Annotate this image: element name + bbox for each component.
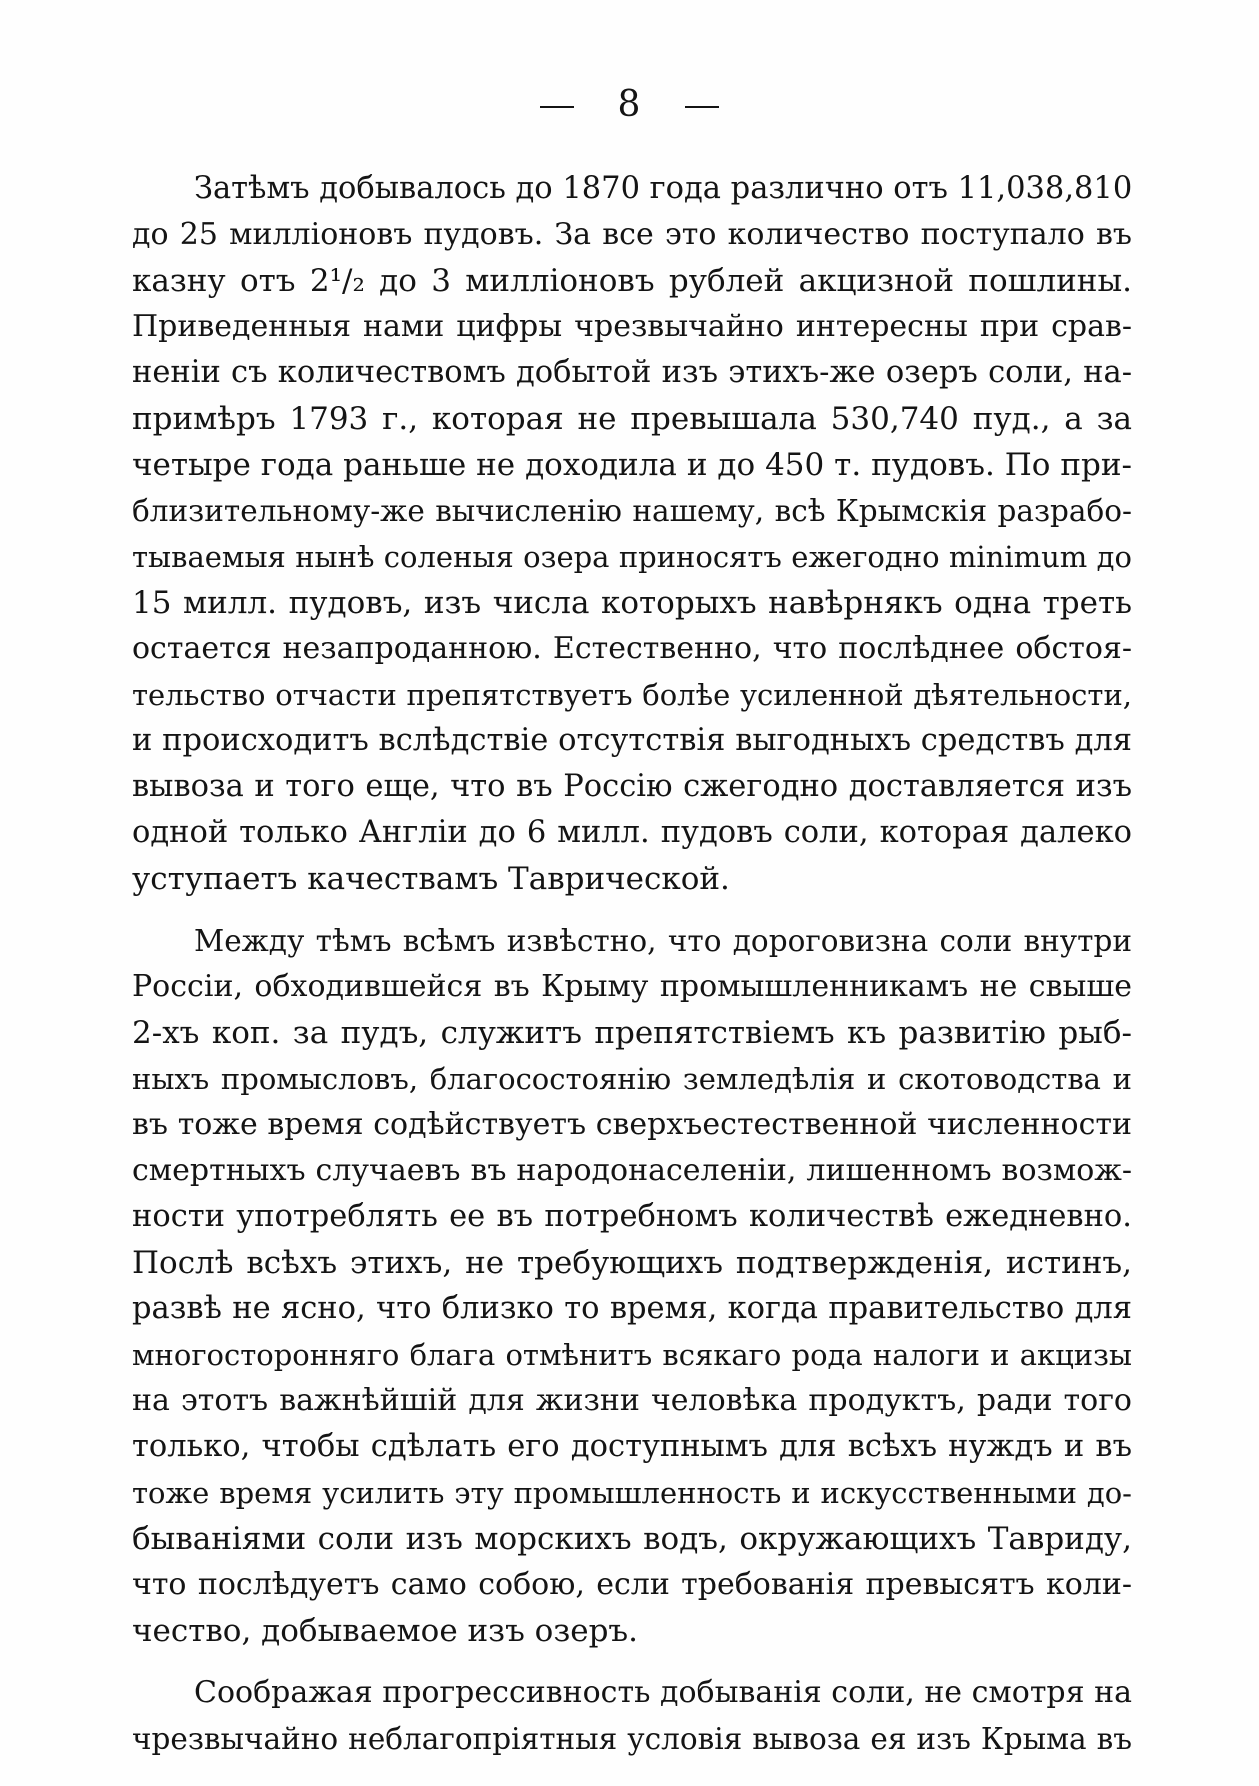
text-line: что послѣдуетъ само собою, если требованія превысятъ коли-: [132, 1567, 1132, 1602]
paragraph-1: [132, 166, 1132, 902]
text-line: смертныхъ случаевъ въ народонаселеніи, лишенномъ возмож-: [132, 1153, 1132, 1188]
text-line: вывоза и того еще, что въ Россію сжегодно доставляется изъ: [132, 769, 1132, 804]
text-line: тываемыя нынѣ соленыя озера приносятъ ежегодно minimum до: [132, 540, 1132, 574]
text-line: чество, добываемое изъ озеръ.: [132, 1613, 639, 1649]
text-line: примѣръ 1793 г., которая не превышала 530,740 пуд., а за: [132, 401, 1132, 437]
text-line: ности употреблять ее въ потребномъ количествѣ ежедневно.: [132, 1199, 1132, 1234]
text-line: въ тоже время содѣйствуетъ сверхъестественной численности: [132, 1107, 1132, 1142]
text-line: только, чтобы сдѣлать его доступнымъ для всѣхъ нуждъ и въ: [132, 1429, 1132, 1464]
text-line: неніи съ количествомъ добытой изъ этихъ-же озеръ соли, на-: [132, 355, 1132, 390]
text-line: Послѣ всѣхъ этихъ, не требующихъ подтвержденія, истинъ,: [132, 1245, 1132, 1281]
text-line: Затѣмъ добывалось до 1870 года различно отъ 11,038,810: [194, 171, 1132, 206]
text-line: многосторонняго блага отмѣнитъ всякаго рода налоги и акцизы: [132, 1338, 1132, 1372]
page-number: 8: [617, 84, 642, 125]
text-line: одной только Англіи до 6 милл. пудовъ соли, которая далеко: [132, 815, 1132, 850]
text-line: остается незапроданною. Естественно, что послѣднее обстоя-: [132, 631, 1132, 666]
text-line: Между тѣмъ всѣмъ извѣстно, что дороговизна соли внутри: [194, 924, 1132, 958]
text-line: ныхъ промысловъ, благосостоянію земледѣлія и скотоводства и: [132, 1062, 1132, 1096]
text-line: быванiями соли изъ морскихъ водъ, окружающихъ Тавриду,: [132, 1521, 1132, 1557]
paragraph-gap: [132, 902, 1132, 918]
body-text: [132, 166, 1132, 1762]
text-line: развѣ не ясно, что близко то время, когда правительство для: [132, 1291, 1132, 1326]
left-dash: [540, 106, 574, 108]
text-line: близительному-же вычисленію нашему, всѣ Крымскія разрабо-: [132, 494, 1132, 528]
text-line: Соображая прогрессивность добыванія соли, не смотря на: [194, 1675, 1132, 1710]
text-line: казну отъ 2¹/₂ до 3 милліоновъ рублей акцизной пошлины.: [132, 263, 1132, 299]
paragraph-2: [132, 918, 1132, 1654]
text-line: и происходитъ вслѣдствіе отсутствія выгодныхъ средствъ для: [132, 723, 1132, 758]
paragraph-3: [132, 1670, 1132, 1762]
text-line: тельство отчасти препятствуетъ болѣе усиленной дѣятельности,: [132, 678, 1132, 712]
text-line: до 25 милліоновъ пудовъ. За все это количество поступало въ: [132, 217, 1132, 252]
text-line: тоже время усилить эту промышленность и искусственными до-: [132, 1476, 1132, 1510]
right-dash: [685, 106, 719, 108]
text-line: Россіи, обходившейся въ Крыму промышленникамъ не свыше: [132, 969, 1132, 1004]
text-line: четыре года раньше не доходила и до 450 т. пудовъ. По при-: [132, 447, 1132, 483]
text-line: 2-хъ коп. за пудъ, служитъ препятствіемъ къ развитію рыб-: [132, 1015, 1132, 1051]
page-number-header: [0, 84, 1259, 125]
text-line: Приведенныя нами цифры чрезвычайно интересны при срав-: [132, 309, 1132, 344]
text-line: уступаетъ качествамъ Таврической.: [132, 861, 730, 897]
text-line: чрезвычайно неблагопріятныя условія вывоза ея изъ Крыма въ: [132, 1722, 1132, 1756]
paragraph-gap: [132, 1654, 1132, 1670]
text-line: на этотъ важнѣйшій для жизни человѣка продуктъ, ради того: [132, 1383, 1132, 1418]
text-line: 15 милл. пудовъ, изъ числа которыхъ навѣрнякъ одна треть: [132, 585, 1132, 621]
